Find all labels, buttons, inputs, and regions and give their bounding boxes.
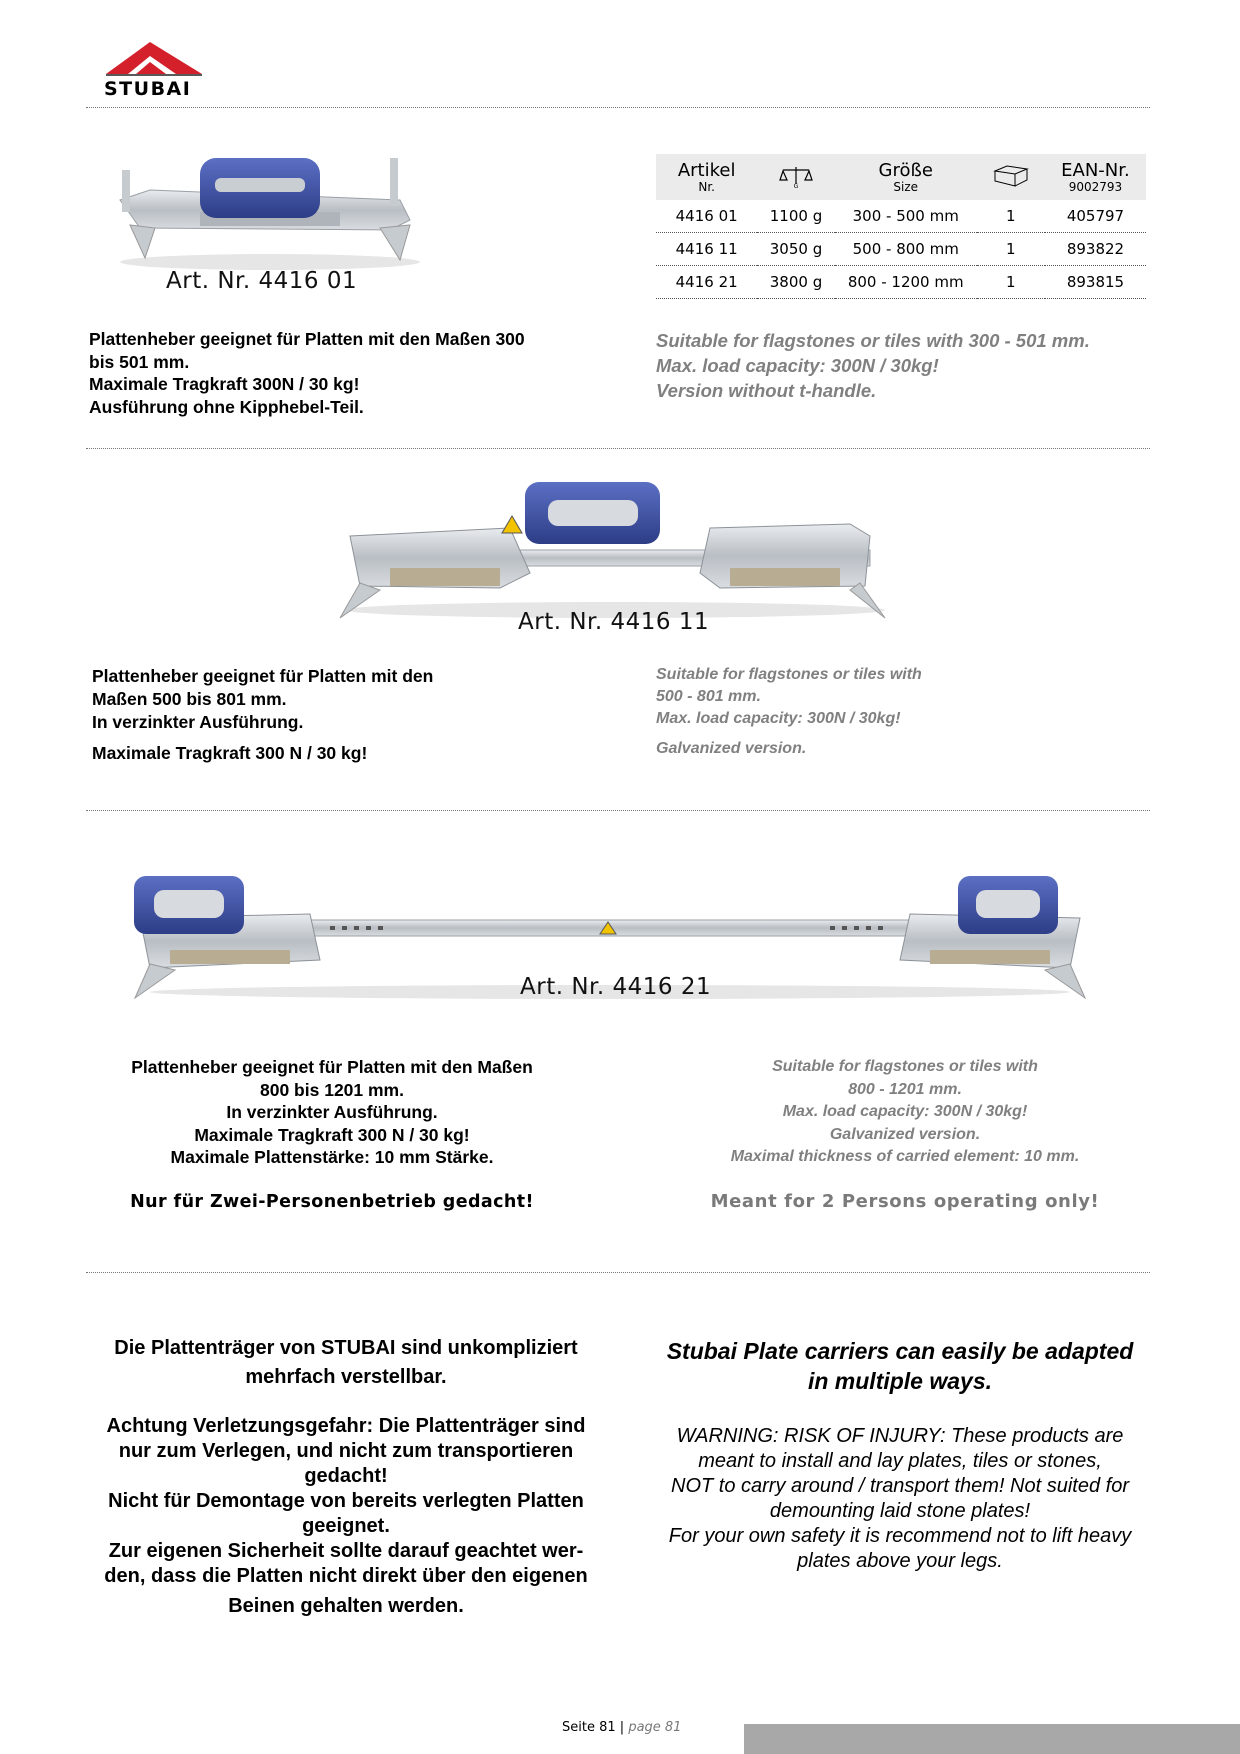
page-separator: | bbox=[619, 1720, 625, 1735]
product-image-4416-11 bbox=[330, 478, 900, 628]
cell-ean: 893822 bbox=[1045, 233, 1146, 266]
brand-name: STUBAI bbox=[104, 78, 192, 100]
header-size: Größe Size bbox=[835, 154, 977, 200]
cell-size: 300 - 500 mm bbox=[835, 200, 977, 233]
description-de: Plattenheber geeignet für Platten mit den Maßen 800 bis 1201 mm. In verzinkter Ausführung. Maximale Tragkraft 300 N / 30 kg! Maximale Plattenstärke: 10 mm Stärke. bbox=[131, 1057, 533, 1167]
cell-ean: 893815 bbox=[1045, 266, 1146, 299]
header-weight bbox=[757, 154, 834, 200]
description-en: Suitable for flagstones or tiles with 800 - 1201 mm. Max. load capacity: 300N / 30kg! Galvanized version. Maximal thickness of carried element: 10 mm. bbox=[730, 1058, 1080, 1165]
description-en: Suitable for flagstones or tiles with 500 - 801 mm. Max. load capacity: 300N / 30kg! Galvanized version. bbox=[656, 666, 922, 757]
cell-pack: 1 bbox=[977, 200, 1045, 233]
article-label: Art. Nr. 4416 11 bbox=[518, 609, 710, 635]
warning-de: Nur für Zwei-Personenbetrieb gedacht! bbox=[130, 1192, 534, 1212]
table-row bbox=[656, 200, 1146, 233]
cell-article: 4416 01 bbox=[656, 200, 757, 233]
divider bbox=[86, 1272, 1150, 1273]
divider bbox=[86, 448, 1150, 449]
description-de: Plattenheber geeignet für Platten mit den Maßen 300 bis 501 mm. Maximale Tragkraft 300N / 30 kg! Ausführung ohne Kipphebel-Teil. bbox=[89, 329, 525, 417]
divider bbox=[86, 810, 1150, 811]
page-number-de: Seite 81 bbox=[562, 1720, 616, 1735]
spec-table bbox=[656, 154, 1146, 299]
box-icon bbox=[993, 164, 1029, 188]
table-row bbox=[656, 266, 1146, 299]
page-footer bbox=[562, 1720, 681, 1735]
cell-weight: 3050 g bbox=[757, 233, 834, 266]
product-image-4416-01 bbox=[110, 150, 420, 280]
cell-weight: 3800 g bbox=[757, 266, 834, 299]
footer-bar bbox=[744, 1724, 1240, 1754]
cell-pack: 1 bbox=[977, 266, 1045, 299]
cell-pack: 1 bbox=[977, 233, 1045, 266]
cell-weight: 1100 g bbox=[757, 200, 834, 233]
brand-logo bbox=[104, 40, 204, 100]
table-row bbox=[656, 233, 1146, 266]
svg-text:G: G bbox=[793, 183, 799, 188]
cell-ean: 405797 bbox=[1045, 200, 1146, 233]
header-article: Artikel Nr. bbox=[656, 154, 757, 200]
warning-en: Meant for 2 Persons operating only! bbox=[710, 1191, 1100, 1212]
page-number-en: page 81 bbox=[628, 1720, 682, 1735]
notes-de: Die Plattenträger von STUBAI sind unkompliziert mehrfach verstellbar. Achtung Verletzungsgefahr: Die Plattenträger sind nur zum Verlegen, und nicht zum transportieren gedacht! Nicht für Demontage von bereits verlegten Platten geeignet. Zur eigenen Sicherheit sollte darauf geachtet wer- den, dass die Platten nicht direkt über den eigenen Beinen gehalten werden. bbox=[104, 1337, 588, 1617]
cell-size: 800 - 1200 mm bbox=[835, 266, 977, 299]
cell-article: 4416 21 bbox=[656, 266, 757, 299]
description-en: Suitable for flagstones or tiles with 300 - 501 mm. Max. load capacity: 300N / 30kg! Version without t-handle. bbox=[656, 330, 1090, 401]
divider bbox=[86, 107, 1150, 108]
mountain-logo-icon bbox=[104, 40, 204, 76]
article-label: Art. Nr. 4416 21 bbox=[520, 974, 712, 1000]
header-pack bbox=[977, 154, 1045, 200]
table-header-row bbox=[656, 154, 1146, 200]
description-de: Plattenheber geeignet für Platten mit den Maßen 500 bis 801 mm. In verzinkter Ausführung. Maximale Tragkraft 300 N / 30 kg! bbox=[92, 666, 434, 763]
article-label: Art. Nr. 4416 01 bbox=[166, 268, 358, 294]
cell-article: 4416 11 bbox=[656, 233, 757, 266]
notes-en: WARNING: RISK OF INJURY: These products are meant to install and lay plates, tiles or stones, NOT to carry around / transport them! Not suited for demounting laid stone plates! For your own safety it is recommend not to lift heavy plates above your legs. bbox=[668, 1425, 1132, 1572]
header-ean: EAN-Nr. 9002793 bbox=[1045, 154, 1146, 200]
cell-size: 500 - 800 mm bbox=[835, 233, 977, 266]
notes-en-title: Stubai Plate carriers can easily be adapted in multiple ways. bbox=[666, 1338, 1134, 1394]
scale-icon bbox=[779, 164, 813, 188]
